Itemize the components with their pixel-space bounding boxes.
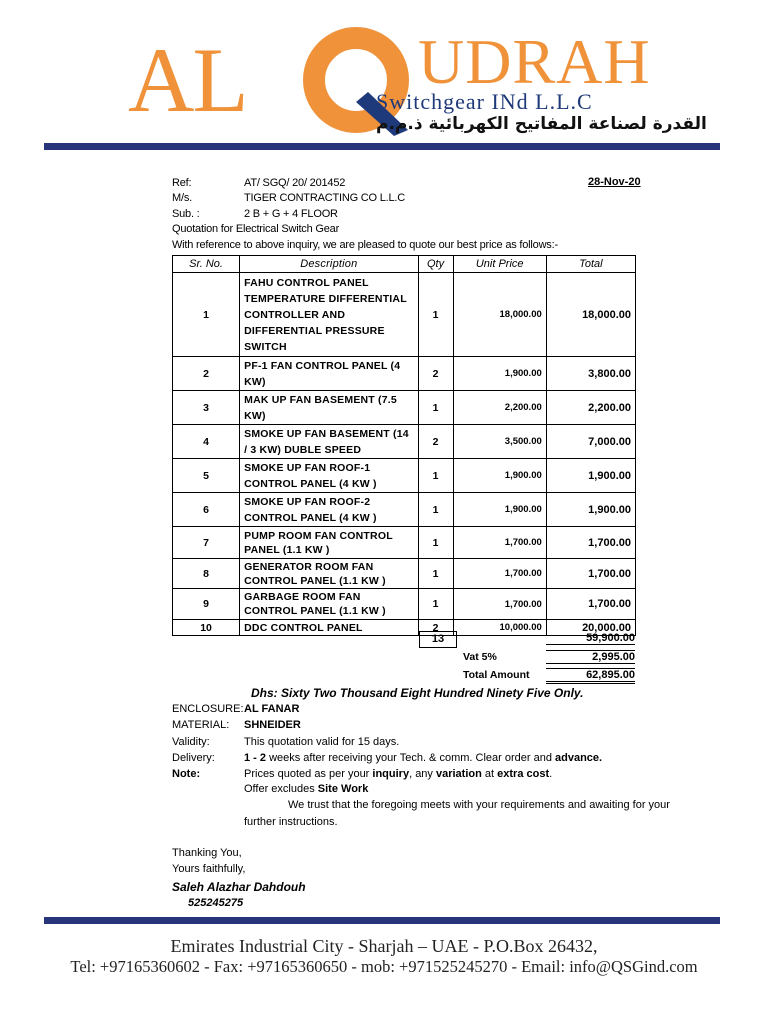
delivery-text: weeks after receiving your Tech. & comm. Clear order and (266, 752, 555, 764)
table-header-row (173, 256, 636, 273)
cell-total: 1,700.00 (546, 527, 635, 559)
exclusion-text: Offer excludes (244, 783, 318, 795)
cell-unit-price: 1,900.00 (453, 459, 546, 493)
cell-total: 3,800.00 (546, 357, 635, 391)
note-inquiry: inquiry (372, 768, 410, 780)
cell-unit-price: 2,200.00 (453, 391, 546, 425)
cell-qty: 1 (418, 273, 453, 357)
exclusion-line (244, 783, 368, 795)
col-header-qty: Qty (418, 256, 453, 273)
intro-line: With reference to above inquiry, we are pleased to quote our best price as follows:- (172, 239, 558, 251)
enclosure-value: AL FANAR (244, 703, 300, 715)
note-part-1: Prices quoted as per your (244, 768, 373, 780)
yours-faithfully: Yours faithfully, (172, 863, 246, 875)
cell-description: SMOKE UP FAN ROOF-2 CONTROL PANEL (4 KW ) (240, 493, 418, 527)
subject-line: Quotation for Electrical Switch Gear (172, 223, 340, 235)
enclosure-label: ENCLOSURE: (172, 703, 244, 715)
validity-label: Validity: (172, 736, 210, 748)
cell-unit-price: 18,000.00 (453, 273, 546, 357)
cell-qty: 1 (418, 391, 453, 425)
cell-total: 1,900.00 (546, 493, 635, 527)
note-part-3: at (481, 768, 498, 780)
table-row (173, 459, 636, 493)
cell-qty: 2 (418, 357, 453, 391)
header-rule (44, 143, 720, 150)
note-variation: variation (435, 768, 482, 780)
cell-total: 1,700.00 (546, 559, 635, 589)
sub-label: Sub. : (172, 208, 200, 220)
cell-qty: 1 (418, 493, 453, 527)
cell-total: 18,000.00 (546, 273, 635, 357)
table-row (173, 273, 636, 357)
cell-description: PF-1 FAN CONTROL PANEL (4 KW) (240, 357, 418, 391)
delivery-weeks: 1 - 2 (244, 752, 267, 764)
quotation-table (172, 255, 636, 636)
cell-qty: 1 (418, 589, 453, 620)
note-label: Note: (172, 768, 201, 780)
cell-qty: 2 (418, 425, 453, 459)
total-qty: 13 (419, 631, 457, 648)
cell-sr: 10 (173, 620, 240, 636)
cell-unit-price: 10,000.00 (453, 620, 546, 636)
footer-address: Emirates Industrial City - Sharjah – UAE - P.O.Box 26432, (170, 936, 598, 956)
note-part-2: , any (409, 768, 436, 780)
cell-sr: 3 (173, 391, 240, 425)
trust-line-1: We trust that the foregoing meets with your requirements and awaiting for your (288, 799, 670, 811)
cell-sr: 9 (173, 589, 240, 620)
logo-arabic-name: القدرة لصناعة المفاتيح الكهربائية ذ.م.م (376, 114, 707, 134)
table-row (173, 357, 636, 391)
total-amount-label: Total Amount (463, 669, 530, 681)
cell-total: 2,200.00 (546, 391, 635, 425)
cell-qty: 1 (418, 459, 453, 493)
cell-description: DDC CONTROL PANEL (240, 620, 418, 636)
table-row (173, 425, 636, 459)
cell-description: GENERATOR ROOM FAN CONTROL PANEL (1.1 KW ) (240, 559, 418, 589)
cell-qty: 1 (418, 527, 453, 559)
ms-label: M/s. (172, 192, 192, 204)
signatory-name: Saleh Alazhar Dahdouh (172, 880, 306, 894)
logo-subtitle: Switchgear INd L.L.C (376, 89, 593, 114)
cell-sr: 7 (173, 527, 240, 559)
exclusion-site-work: Site Work (317, 783, 369, 795)
cell-sr: 2 (173, 357, 240, 391)
col-header-sr: Sr. No. (173, 256, 240, 273)
amount-in-words: Dhs: Sixty Two Thousand Eight Hundred Ninety Five Only. (251, 686, 584, 700)
table-row (173, 391, 636, 425)
cell-unit-price: 1,900.00 (453, 357, 546, 391)
material-label: MATERIAL: (172, 719, 230, 731)
cell-sr: 8 (173, 559, 240, 589)
cell-description: MAK UP FAN BASEMENT (7.5 KW) (240, 391, 418, 425)
cell-total: 7,000.00 (546, 425, 635, 459)
table-row (173, 589, 636, 620)
cell-unit-price: 1,700.00 (453, 589, 546, 620)
cell-total: 1,900.00 (546, 459, 635, 493)
sub-value: 2 B + G + 4 FLOOR (244, 208, 338, 220)
ms-value: TIGER CONTRACTING CO L.L.C (244, 192, 406, 204)
note-part-4: . (549, 768, 553, 780)
subtotal-value: 59,900.00 (546, 632, 635, 645)
signatory-phone: 525245275 (188, 897, 244, 909)
cell-sr: 1 (173, 273, 240, 357)
cell-description: GARBAGE ROOM FAN CONTROL PANEL (1.1 KW ) (240, 589, 418, 620)
logo-udrah-text: UDRAH (418, 26, 651, 97)
cell-unit-price: 1,700.00 (453, 559, 546, 589)
footer-contacts: Tel: +97165360602 - Fax: +97165360650 - mob: +971525245270 - Email: info@QSGind.com (70, 957, 698, 976)
cell-total: 1,700.00 (546, 589, 635, 620)
vat-value: 2,995.00 (546, 650, 635, 664)
delivery-value (244, 752, 602, 764)
cell-unit-price: 3,500.00 (453, 425, 546, 459)
thanking-line: Thanking You, (172, 847, 242, 859)
note-value (244, 768, 552, 780)
company-logo (118, 26, 707, 140)
cell-qty: 1 (418, 559, 453, 589)
validity-value: This quotation valid for 15 days. (244, 736, 400, 748)
note-extra-cost: extra cost (497, 768, 550, 780)
cell-sr: 6 (173, 493, 240, 527)
trust-line-2: further instructions. (244, 816, 338, 828)
logo-al-text: AL (128, 29, 247, 131)
delivery-label: Delivery: (172, 752, 215, 764)
vat-label: Vat 5% (463, 651, 497, 663)
footer-rule (44, 917, 720, 924)
col-header-unit-price: Unit Price (453, 256, 546, 273)
cell-description: SMOKE UP FAN BASEMENT (14 / 3 KW) DUBLE SPEED (240, 425, 418, 459)
material-value: SHNEIDER (244, 719, 301, 731)
cell-unit-price: 1,900.00 (453, 493, 546, 527)
cell-total: 20,000.00 (546, 620, 635, 636)
cell-description: SMOKE UP FAN ROOF-1 CONTROL PANEL (4 KW ) (240, 459, 418, 493)
cell-sr: 5 (173, 459, 240, 493)
col-header-description: Description (240, 256, 418, 273)
ref-label: Ref: (172, 177, 192, 189)
ref-value: AT/ SGQ/ 20/ 201452 (244, 177, 346, 189)
delivery-advance: advance. (555, 752, 603, 764)
total-amount-value: 62,895.00 (546, 668, 635, 684)
cell-sr: 4 (173, 425, 240, 459)
table-row (173, 527, 636, 559)
cell-description: PUMP ROOM FAN CONTROL PANEL (1.1 KW ) (240, 527, 418, 559)
cell-unit-price: 1,700.00 (453, 527, 546, 559)
table-row (173, 559, 636, 589)
table-row (173, 493, 636, 527)
col-header-total: Total (546, 256, 635, 273)
cell-description: FAHU CONTROL PANEL TEMPERATURE DIFFERENTIAL CONTROLLER AND DIFFERENTIAL PRESSURE SWITCH (240, 273, 418, 357)
cell-qty: 2 (418, 620, 453, 636)
quote-date: 28-Nov-20 (588, 176, 641, 188)
